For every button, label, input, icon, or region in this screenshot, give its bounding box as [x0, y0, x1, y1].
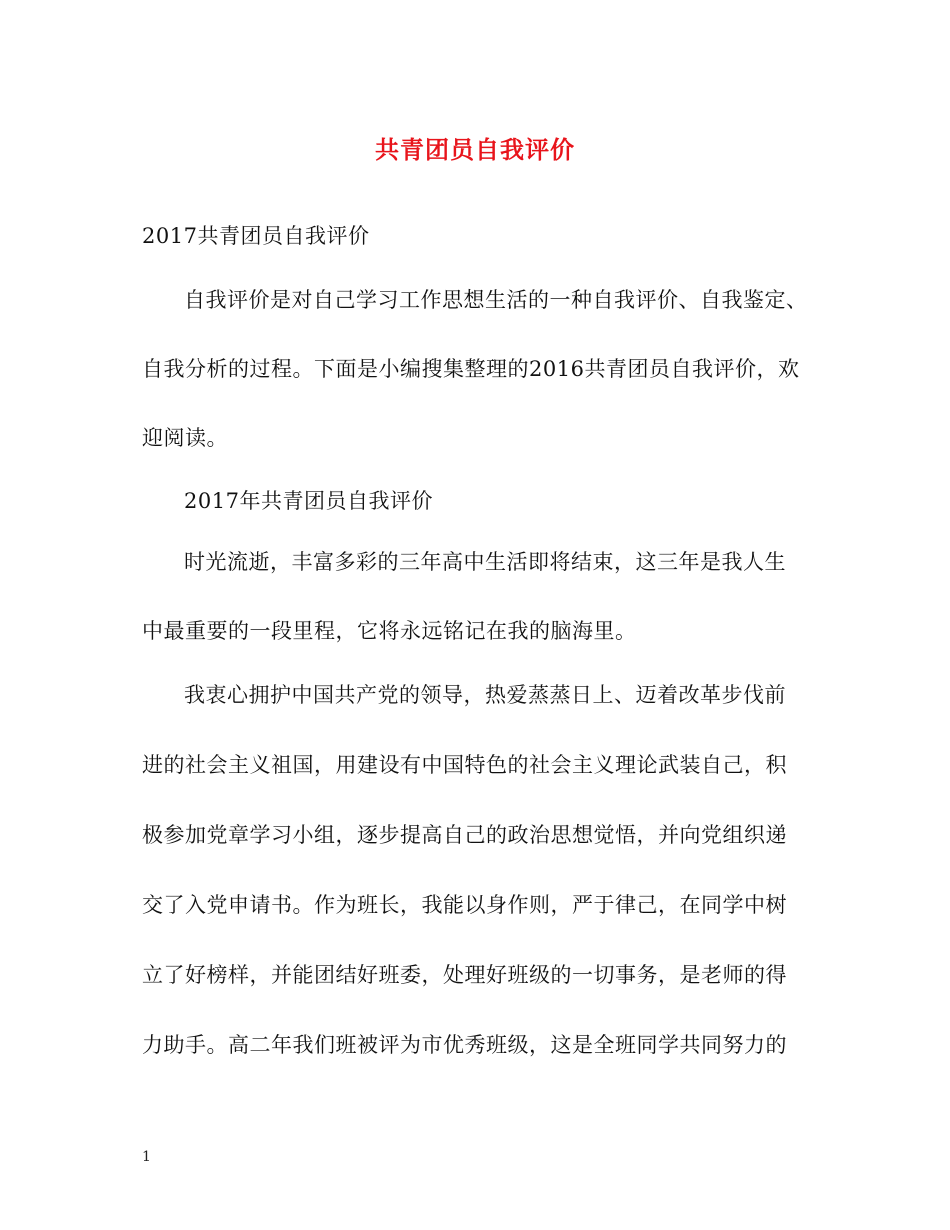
document-title: 共青团员自我评价 [375, 135, 575, 164]
paragraph-line: 迎阅读。 [142, 426, 228, 450]
paragraph-line: 交了入党申请书。作为班长，我能以身作则，严于律己，在同学中树 [142, 893, 787, 917]
paragraph-line: 时光流逝，丰富多彩的三年高中生活即将结束，这三年是我人生 [184, 550, 786, 574]
page-number: 1 [142, 1149, 151, 1165]
paragraph-line: 立了好榜样，并能团结好班委，处理好班级的一切事务，是老师的得 [142, 963, 787, 987]
paragraph-line: 力助手。高二年我们班被评为市优秀班级，这是全班同学共同努力的 [142, 1033, 787, 1057]
paragraph-line: 中最重要的一段里程，它将永远铭记在我的脑海里。 [142, 619, 637, 643]
paragraph-line: 我衷心拥护中国共产党的领导，热爱蒸蒸日上、迈着改革步伐前 [184, 683, 786, 707]
paragraph-line: 自我分析的过程。下面是小编搜集整理的2016共青团员自我评价，欢 [142, 357, 800, 381]
subtitle: 2017共青团员自我评价 [142, 224, 370, 248]
section-heading: 2017年共青团员自我评价 [184, 489, 433, 513]
paragraph-line: 极参加党章学习小组，逐步提高自己的政治思想觉悟，并向党组织递 [142, 823, 787, 847]
paragraph-line: 进的社会主义祖国，用建设有中国特色的社会主义理论武装自己，积 [142, 753, 787, 777]
paragraph-line: 自我评价是对自己学习工作思想生活的一种自我评价、自我鉴定、 [184, 288, 808, 312]
